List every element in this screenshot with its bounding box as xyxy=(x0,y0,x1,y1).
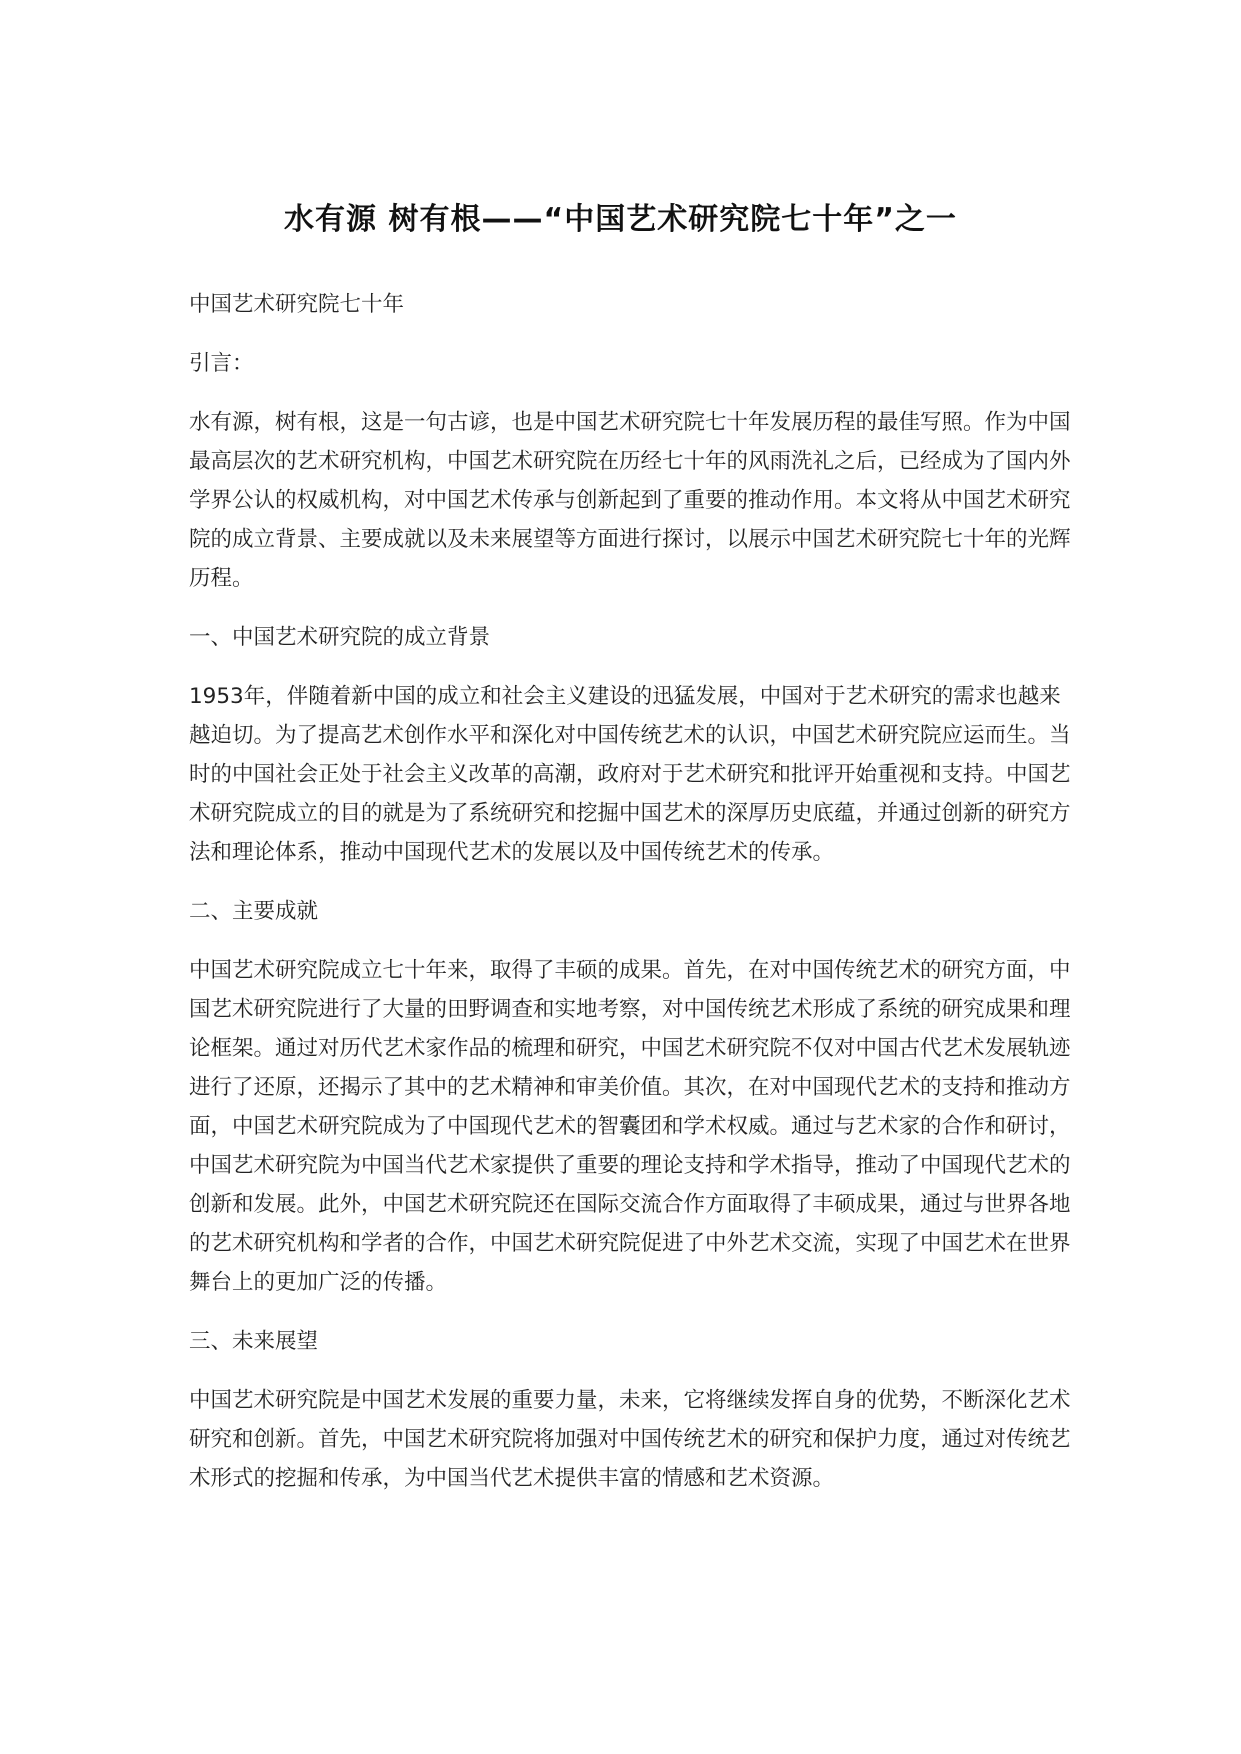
intro-label: 引言： xyxy=(189,351,254,376)
section-paragraph-achievements: 中国艺术研究院成立七十年来，取得了丰硕的成果。首先，在对中国传统艺术的研究方面，中国艺术研究院进行了大量的田野调查和实地考察，对中国传统艺术形成了系统的研究成果和理论框架。通过对历代艺术家作品的梳理和研究，中国艺术研究院不仅对中国古代艺术发展轨迹进行了还原，还揭示了其中的艺术精神和审美价值。其次，在对中国现代艺术的支持和推动方面，中国艺术研究院成为了中国现代艺术的智囊团和学术权威。通过与艺术家的合作和研讨，中国艺术研究院为中国当代艺术家提供了重要的理论支持和学术指导，推动了中国现代艺术的创新和发展。此外，中国艺术研究院还在国际交流合作方面取得了丰硕成果，通过与世界各地的艺术研究机构和学者的合作，中国艺术研究院促进了中外艺术交流，实现了中国艺术在世界舞台上的更加广泛的传播。 xyxy=(189,958,1071,1295)
document-subtitle: 中国艺术研究院七十年 xyxy=(189,292,405,317)
document-title: 水有源 树有根——“中国艺术研究院七十年”之一 xyxy=(284,202,957,238)
section-heading-future: 三、未来展望 xyxy=(189,1329,319,1354)
document-body xyxy=(189,285,1074,1518)
section-heading-background: 一、中国艺术研究院的成立背景 xyxy=(189,625,491,650)
section-heading-achievements: 二、主要成就 xyxy=(189,899,319,924)
section-paragraph-future: 中国艺术研究院是中国艺术发展的重要力量，未来，它将继续发挥自身的优势，不断深化艺术研究和创新。首先，中国艺术研究院将加强对中国传统艺术的研究和保护力度，通过对传统艺术形式的挖掘和传承，为中国当代艺术提供丰富的情感和艺术资源。 xyxy=(189,1388,1071,1491)
section-paragraph-background: 1953年，伴随着新中国的成立和社会主义建设的迅猛发展，中国对于艺术研究的需求也越来越迫切。为了提高艺术创作水平和深化对中国传统艺术的认识，中国艺术研究院应运而生。当时的中国社会正处于社会主义改革的高潮，政府对于艺术研究和批评开始重视和支持。中国艺术研究院成立的目的就是为了系统研究和挖掘中国艺术的深厚历史底蕴，并通过创新的研究方法和理论体系，推动中国现代艺术的发展以及中国传统艺术的传承。 xyxy=(189,684,1071,865)
intro-paragraph: 水有源，树有根，这是一句古谚，也是中国艺术研究院七十年发展历程的最佳写照。作为中国最高层次的艺术研究机构，中国艺术研究院在历经七十年的风雨洗礼之后，已经成为了国内外学界公认的权威机构，对中国艺术传承与创新起到了重要的推动作用。本文将从中国艺术研究院的成立背景、主要成就以及未来展望等方面进行探讨，以展示中国艺术研究院七十年的光辉历程。 xyxy=(189,410,1071,591)
